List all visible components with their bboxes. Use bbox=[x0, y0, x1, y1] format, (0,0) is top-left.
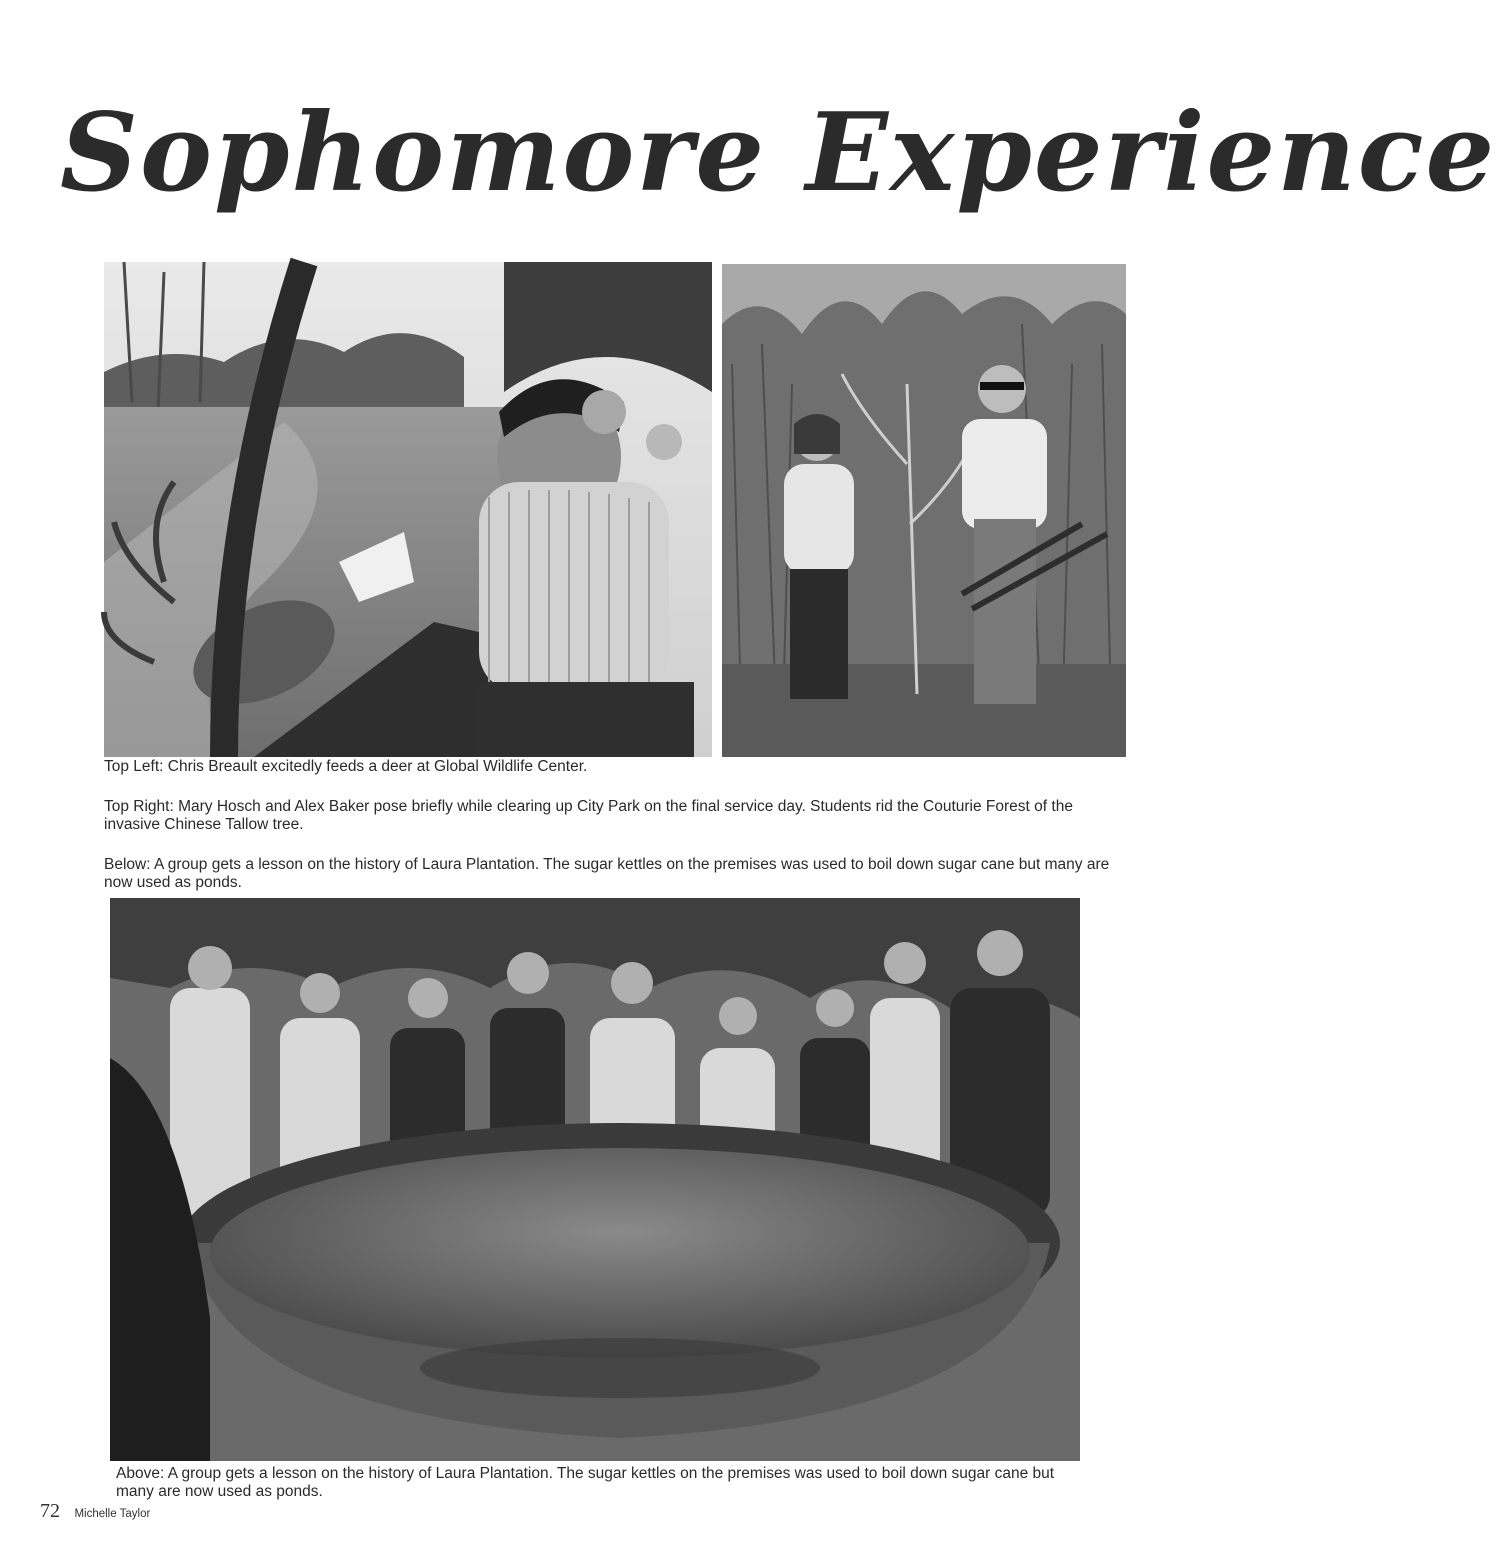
laura-plantation-image bbox=[110, 898, 1080, 1461]
page-title: Sophomore Experience bbox=[60, 90, 1496, 216]
deer-feeding-image bbox=[104, 262, 712, 757]
city-park-service-image bbox=[722, 264, 1126, 757]
photographer-credit: Michelle Taylor bbox=[74, 1508, 151, 1520]
caption-below: Below: A group gets a lesson on the history of Laura Plantation. The sugar kettles on the premises was used to boil down sugar cane but many are now used as ponds. bbox=[104, 856, 1110, 891]
caption-top-right: Top Right: Mary Hosch and Alex Baker pose briefly while clearing up City Park on the final service day. Students rid the Couturie Forest of the invasive Chinese Tallow tree. bbox=[104, 798, 1073, 833]
page-number: 72 bbox=[40, 1500, 60, 1522]
photo-deer-feeding bbox=[104, 262, 712, 757]
photo-laura-plantation bbox=[110, 898, 1080, 1461]
photo-city-park-service bbox=[722, 264, 1126, 757]
caption-above: Above: A group gets a lesson on the history of Laura Plantation. The sugar kettles on the premises was used to boil down sugar cane but many are now used as ponds. bbox=[116, 1465, 1055, 1500]
caption-top-left: Top Left: Chris Breault excitedly feeds a deer at Global Wildlife Center. bbox=[104, 758, 588, 775]
page-footer bbox=[40, 1500, 150, 1524]
